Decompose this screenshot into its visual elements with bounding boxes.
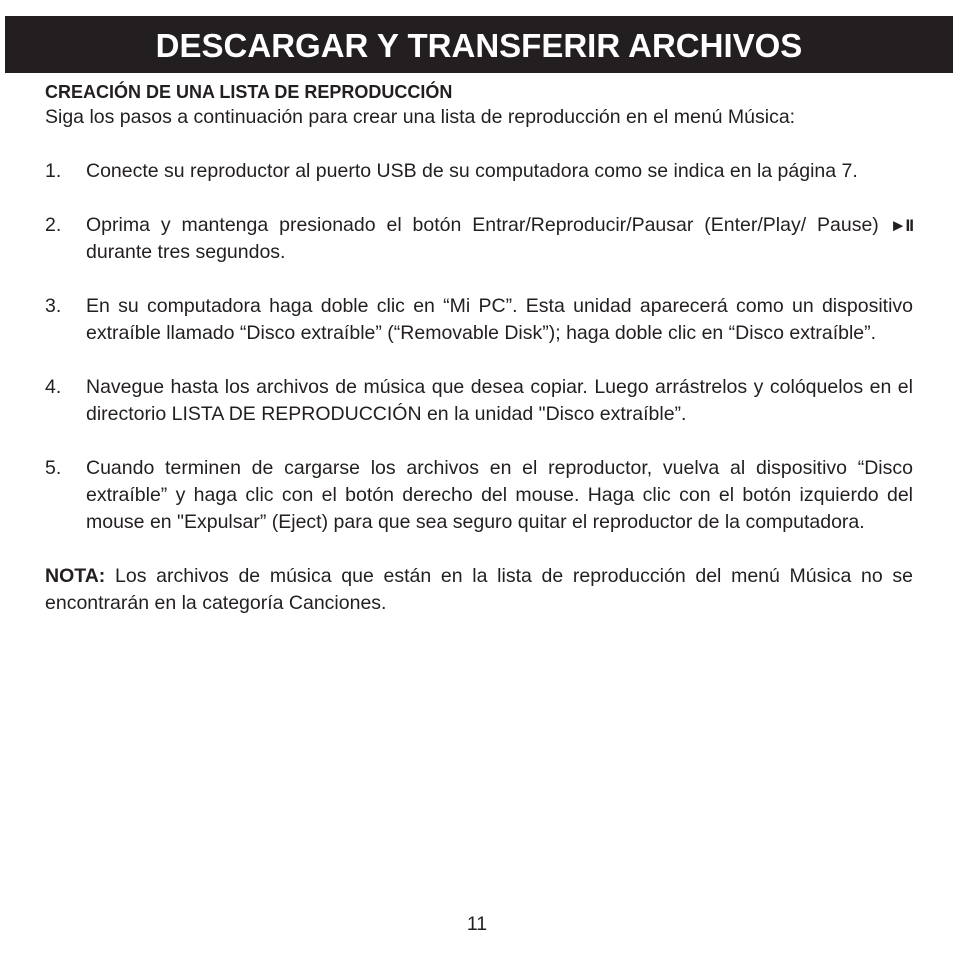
step-number: 4. (45, 376, 62, 398)
step-number: 2. (45, 214, 62, 236)
play-pause-icon: ►II (889, 216, 913, 235)
page-number: 11 (466, 913, 488, 935)
step-number: 5. (45, 457, 62, 479)
steps-list (45, 158, 913, 536)
header-bar (5, 16, 953, 73)
step-number: 1. (45, 160, 62, 182)
step-text-before: Oprima y mantenga presionado el botón Entrar/Reproducir/Pausar (Enter/Play/ Pause) (86, 214, 879, 236)
step-item-4 (45, 374, 913, 428)
note-label: NOTA: (45, 565, 106, 587)
note-paragraph (45, 563, 913, 617)
step-text: Conecte su reproductor al puerto USB de su computadora como se indica en la página 7. (86, 160, 858, 182)
step-number: 3. (45, 295, 62, 317)
step-item-3 (45, 293, 913, 347)
step-text: Cuando terminen de cargarse los archivos en el reproductor, vuelva al dispositivo “Disco extraíble” y haga clic con el botón derecho del mouse. Haga clic con el botón izquierdo del mouse en "Expulsar” (Eject) para que sea seguro quitar el reproductor de la computadora. (86, 457, 913, 533)
step-text: En su computadora haga doble clic en “Mi PC”. Esta unidad aparecerá como un dispositivo extraíble llamado “Disco extraíble” (“Removable Disk”); haga doble clic en “Disco extraíble”. (86, 295, 913, 344)
step-item-2 (45, 212, 913, 266)
section-heading: CREACIÓN DE UNA LISTA DE REPRODUCCIÓN (45, 82, 453, 102)
step-text-after: durante tres segundos. (86, 241, 286, 263)
step-item-5 (45, 455, 913, 536)
step-text (86, 212, 913, 266)
step-text: Navegue hasta los archivos de música que desea copiar. Luego arrástrelos y colóquelos en el directorio LISTA DE REPRODUCCIÓN en la unidad "Disco extraíble”. (86, 376, 913, 425)
step-item-1 (45, 158, 913, 185)
section-intro: Siga los pasos a continuación para crear una lista de reproducción en el menú Música: (45, 106, 796, 128)
note-text: Los archivos de música que están en la lista de reproducción del menú Música no se encontrarán en la categoría Canciones. (45, 565, 913, 614)
page-content (45, 80, 913, 617)
page-title: DESCARGAR Y TRANSFERIR ARCHIVOS (155, 26, 803, 64)
